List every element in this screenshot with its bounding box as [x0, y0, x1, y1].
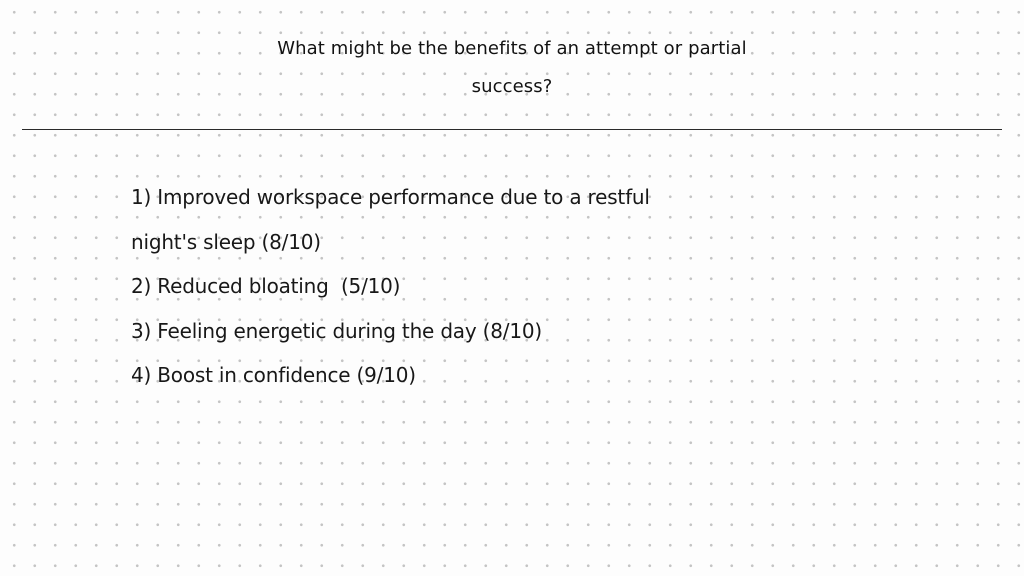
benefit-item-4: 4) Boost in confidence (9/10) — [131, 363, 416, 387]
page-header — [0, 30, 1024, 106]
benefit-item-1: 1) Improved workspace performance due to a restful — [131, 185, 650, 209]
page-title — [192, 30, 832, 106]
page-title-line-1: What might be the benefits of an attempt or partial — [277, 38, 747, 59]
page-title-line-2: success? — [471, 76, 553, 97]
benefit-item-1-continued: night's sleep (8/10) — [131, 229, 321, 254]
title-divider — [22, 129, 1002, 130]
benefits-list — [131, 175, 831, 398]
benefit-item-3: 3) Feeling energetic during the day (8/10) — [131, 318, 542, 343]
benefit-item-2: 2) Reduced bloating (5/10) — [131, 274, 401, 298]
